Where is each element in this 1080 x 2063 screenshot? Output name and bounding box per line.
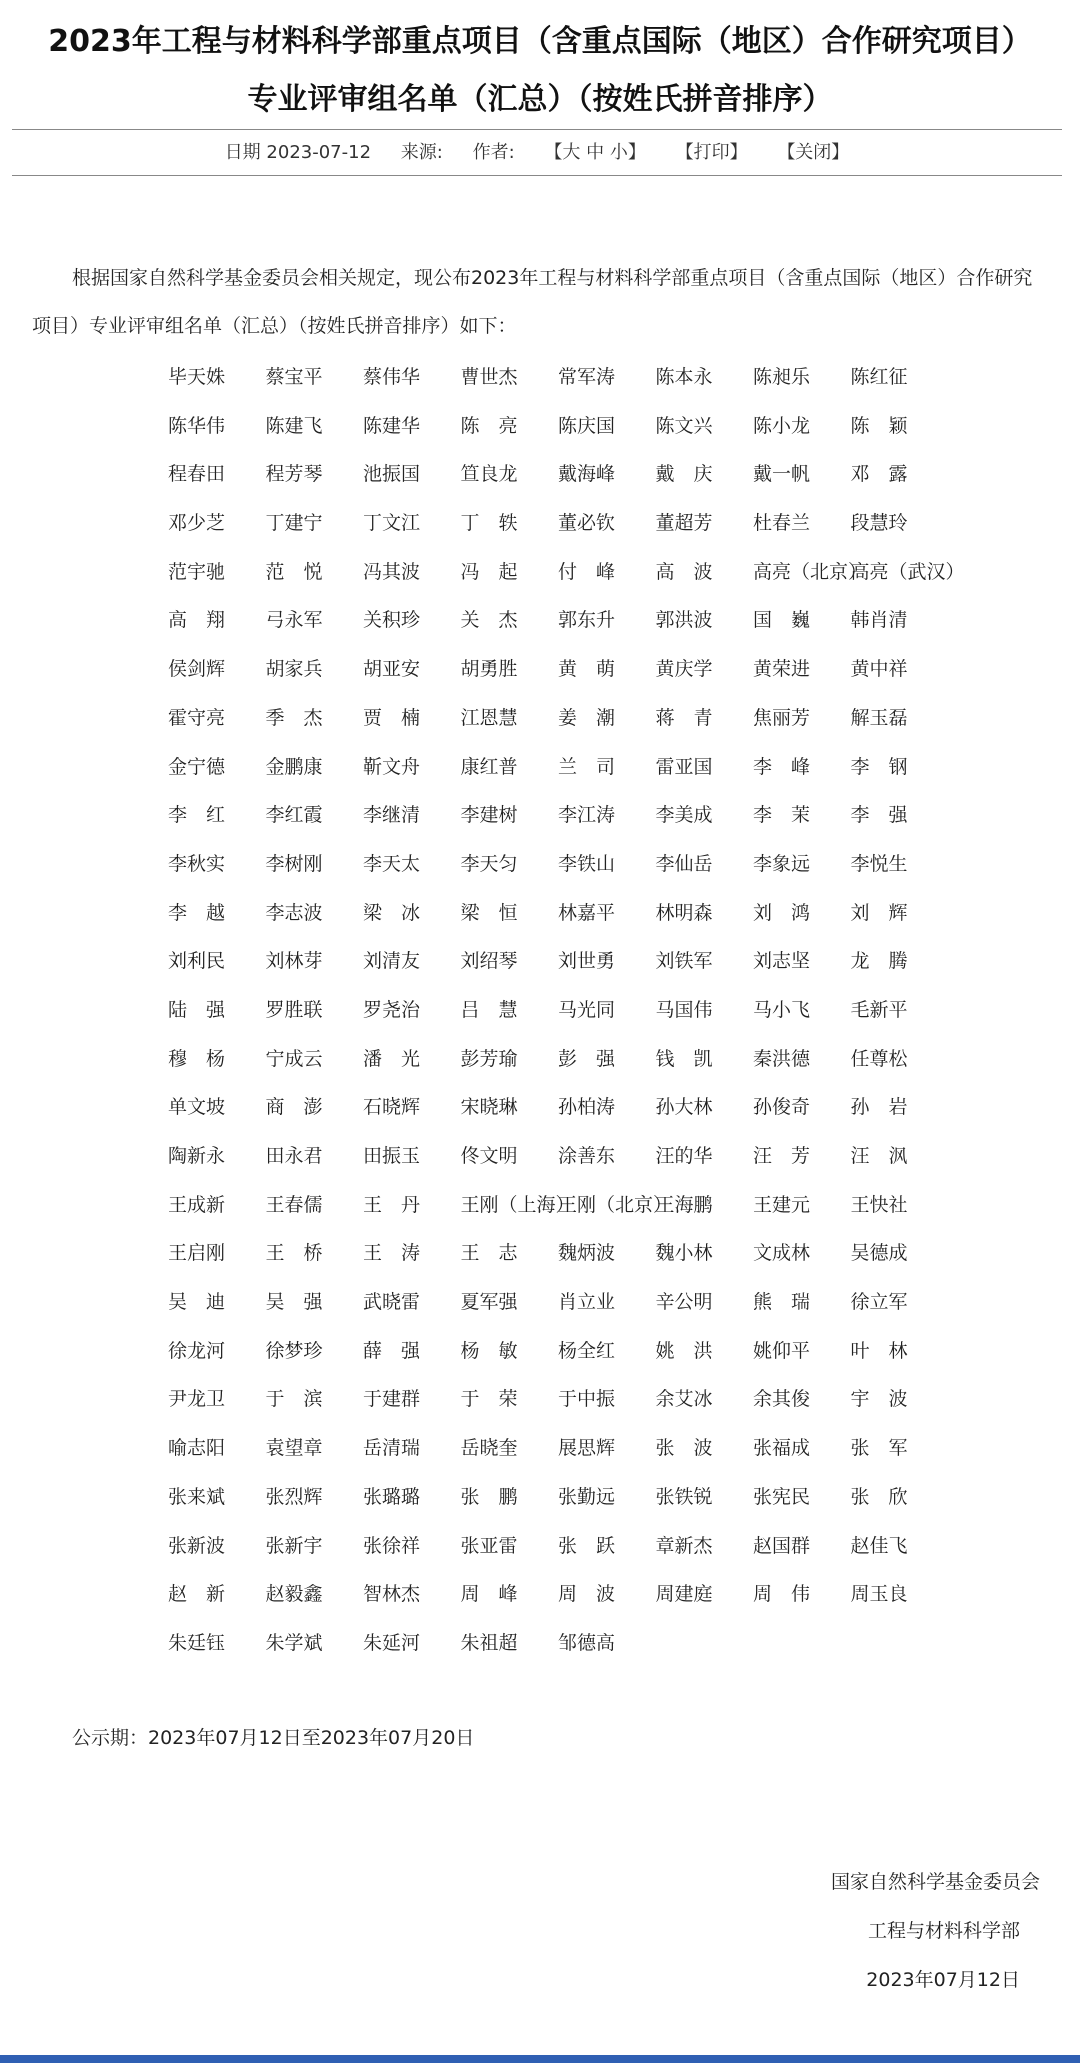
reviewer-name: 段慧玲 bbox=[850, 512, 908, 535]
reviewer-name: 张来斌 bbox=[168, 1485, 226, 1508]
reviewer-name: 刘世勇 bbox=[558, 950, 616, 973]
reviewer-names-grid bbox=[168, 353, 965, 1668]
reviewer-name: 罗胜联 bbox=[265, 998, 323, 1021]
reviewer-name: 康红普 bbox=[460, 755, 518, 778]
reviewer-name: 季 杰 bbox=[265, 706, 323, 729]
meta-author: 作者: bbox=[472, 142, 515, 163]
reviewer-name: 黄庆学 bbox=[655, 658, 713, 681]
reviewer-name: 王成新 bbox=[168, 1193, 226, 1216]
reviewer-name: 陈庆国 bbox=[558, 414, 616, 437]
reviewer-name: 陈红征 bbox=[850, 366, 908, 388]
reviewer-name: 李 茉 bbox=[753, 804, 811, 827]
reviewer-name: 张烈辉 bbox=[265, 1485, 323, 1508]
reviewer-name: 彭芳瑜 bbox=[460, 1047, 518, 1070]
reviewer-name: 宇 波 bbox=[850, 1388, 908, 1411]
reviewer-name: 金鹏康 bbox=[265, 755, 323, 778]
reviewer-name: 周 波 bbox=[558, 1583, 616, 1606]
reviewer-name: 孙俊奇 bbox=[753, 1096, 811, 1119]
reviewer-name: 毕天姝 bbox=[168, 366, 226, 388]
reviewer-name: 王刚（上海） bbox=[460, 1193, 575, 1216]
reviewer-name: 李悦生 bbox=[850, 852, 908, 875]
reviewer-name: 夏军强 bbox=[460, 1291, 518, 1314]
meta-source: 来源: bbox=[400, 142, 443, 163]
reviewer-name: 于 荣 bbox=[460, 1388, 518, 1411]
reviewer-name: 金宁德 bbox=[168, 755, 226, 778]
reviewer-name: 雷亚国 bbox=[655, 755, 713, 778]
reviewer-name: 邓 露 bbox=[850, 463, 908, 486]
reviewer-name: 杨全红 bbox=[558, 1339, 616, 1362]
reviewer-name: 戴海峰 bbox=[558, 463, 616, 486]
reviewer-name: 王启刚 bbox=[168, 1242, 226, 1265]
reviewer-name: 刘 辉 bbox=[850, 901, 908, 924]
reviewer-name: 宁成云 bbox=[265, 1047, 323, 1070]
reviewer-name: 刘清友 bbox=[363, 950, 421, 973]
reviewer-name: 文成林 bbox=[753, 1242, 811, 1265]
top-divider bbox=[12, 129, 1062, 130]
signature-dept: 工程与材料科学部 bbox=[867, 1920, 1020, 1942]
reviewer-name: 余艾冰 bbox=[655, 1388, 713, 1411]
reviewer-name: 龙 腾 bbox=[850, 950, 908, 973]
reviewer-name: 李继清 bbox=[363, 804, 421, 827]
reviewer-name: 孙大林 bbox=[655, 1096, 713, 1119]
reviewer-name: 李秋实 bbox=[168, 852, 226, 875]
reviewer-name: 范宇驰 bbox=[168, 560, 226, 583]
reviewer-name: 宋晓琳 bbox=[460, 1096, 518, 1119]
reviewer-name: 陈文兴 bbox=[655, 414, 713, 437]
reviewer-name: 袁望章 bbox=[265, 1437, 323, 1460]
reviewer-name: 于建群 bbox=[363, 1388, 421, 1411]
reviewer-name: 徐龙河 bbox=[168, 1339, 226, 1362]
reviewer-name: 解玉磊 bbox=[850, 706, 908, 729]
reviewer-name: 马小飞 bbox=[753, 998, 811, 1021]
reviewer-name: 蔡宝平 bbox=[265, 366, 323, 388]
reviewer-name: 陈 亮 bbox=[460, 414, 518, 437]
reviewer-name: 李 强 bbox=[850, 804, 908, 827]
reviewer-name: 涂善东 bbox=[558, 1145, 616, 1167]
reviewer-name: 展思辉 bbox=[558, 1437, 616, 1460]
bottom-bar bbox=[0, 2055, 1080, 2063]
reviewer-name: 张徐祥 bbox=[363, 1534, 421, 1557]
reviewer-name: 靳文舟 bbox=[363, 755, 421, 778]
reviewer-name: 黄中祥 bbox=[850, 658, 908, 681]
reviewer-name: 李天匀 bbox=[460, 852, 518, 875]
reviewer-name: 陶新永 bbox=[168, 1145, 226, 1167]
reviewer-name: 任尊松 bbox=[850, 1047, 908, 1070]
reviewer-name: 王 志 bbox=[460, 1242, 518, 1265]
reviewer-name: 马国伟 bbox=[655, 998, 713, 1021]
reviewer-name: 李建树 bbox=[460, 804, 518, 827]
reviewer-name: 冯 起 bbox=[460, 560, 518, 583]
reviewer-name: 李志波 bbox=[265, 901, 323, 924]
reviewer-name: 林明森 bbox=[655, 901, 713, 924]
reviewer-name: 魏炳波 bbox=[558, 1242, 616, 1265]
reviewer-name: 丁 轶 bbox=[460, 512, 518, 535]
reviewer-name: 朱廷钰 bbox=[168, 1631, 226, 1654]
reviewer-name: 熊 瑞 bbox=[753, 1291, 811, 1314]
reviewer-name: 杨 敏 bbox=[460, 1339, 518, 1362]
reviewer-name: 叶 林 bbox=[850, 1339, 908, 1362]
reviewer-name: 冯其波 bbox=[363, 560, 421, 583]
reviewer-name: 徐梦珍 bbox=[265, 1339, 323, 1362]
reviewer-name: 李 钢 bbox=[850, 755, 908, 778]
reviewer-name: 毛新平 bbox=[850, 998, 908, 1021]
reviewer-name: 汪 沨 bbox=[850, 1145, 908, 1167]
reviewer-name: 高 翔 bbox=[168, 609, 226, 632]
reviewer-name: 吴 强 bbox=[265, 1291, 323, 1314]
reviewer-name: 林嘉平 bbox=[558, 901, 616, 924]
reviewer-name: 弓永军 bbox=[265, 609, 323, 632]
reviewer-name: 张宪民 bbox=[753, 1485, 811, 1508]
reviewer-name: 汪的华 bbox=[655, 1145, 713, 1167]
reviewer-name: 张新宇 bbox=[265, 1534, 323, 1557]
reviewer-name: 丁建宁 bbox=[265, 512, 323, 535]
reviewer-name: 周 峰 bbox=[460, 1583, 518, 1606]
reviewer-name: 张新波 bbox=[168, 1534, 226, 1557]
reviewer-name: 范 悦 bbox=[265, 560, 323, 583]
reviewer-name: 郭东升 bbox=[558, 609, 616, 632]
reviewer-name: 智林杰 bbox=[363, 1583, 421, 1606]
reviewer-name: 于 滨 bbox=[265, 1388, 323, 1411]
reviewer-name: 张勤远 bbox=[558, 1485, 616, 1508]
reviewer-name: 王海鹏 bbox=[655, 1193, 713, 1216]
reviewer-name: 江恩慧 bbox=[460, 706, 518, 729]
reviewer-name: 单文坡 bbox=[168, 1096, 226, 1119]
reviewer-name: 陈华伟 bbox=[168, 414, 226, 437]
reviewer-name: 高 波 bbox=[655, 560, 713, 583]
reviewer-name: 陈小龙 bbox=[753, 414, 811, 437]
reviewer-name: 石晓辉 bbox=[363, 1096, 421, 1119]
reviewer-name: 刘利民 bbox=[168, 950, 226, 973]
reviewer-name: 霍守亮 bbox=[168, 706, 226, 729]
reviewer-name: 胡家兵 bbox=[265, 658, 323, 681]
reviewer-name: 程芳琴 bbox=[265, 463, 323, 486]
reviewer-name: 钱 凯 bbox=[655, 1047, 713, 1070]
reviewer-name: 梁 恒 bbox=[460, 901, 518, 924]
reviewer-name: 朱祖超 bbox=[460, 1631, 518, 1654]
reviewer-name: 张 波 bbox=[655, 1437, 713, 1460]
reviewer-name: 孙柏涛 bbox=[558, 1096, 616, 1119]
reviewer-name: 戴 庆 bbox=[655, 463, 713, 486]
reviewer-name: 刘志坚 bbox=[753, 950, 811, 973]
reviewer-name: 丁文江 bbox=[363, 512, 421, 535]
reviewer-name: 姚仰平 bbox=[753, 1339, 811, 1362]
reviewer-name: 张亚雷 bbox=[460, 1534, 518, 1557]
reviewer-name: 邹德高 bbox=[558, 1631, 616, 1654]
reviewer-name: 杜春兰 bbox=[753, 512, 811, 535]
reviewer-name: 赵 新 bbox=[168, 1583, 226, 1606]
reviewer-name: 李 越 bbox=[168, 901, 226, 924]
reviewer-name: 田永君 bbox=[265, 1145, 323, 1167]
reviewer-name: 岳清瑞 bbox=[363, 1437, 421, 1460]
reviewer-name: 焦丽芳 bbox=[753, 706, 811, 729]
reviewer-name: 李天太 bbox=[363, 852, 421, 875]
reviewer-name: 陈昶乐 bbox=[753, 366, 811, 388]
reviewer-name: 关 杰 bbox=[460, 609, 518, 632]
font-size-control[interactable]: 【大 中 小】 bbox=[544, 142, 646, 163]
reviewer-name: 陈本永 bbox=[655, 366, 713, 388]
reviewer-name: 李树刚 bbox=[265, 852, 323, 875]
reviewer-name: 辛公明 bbox=[655, 1291, 713, 1314]
reviewer-name: 魏小林 bbox=[655, 1242, 713, 1265]
reviewer-name: 陈建华 bbox=[363, 414, 421, 437]
reviewer-name: 戴一帆 bbox=[753, 463, 811, 486]
reviewer-name: 李 峰 bbox=[753, 755, 811, 778]
reviewer-name: 国 巍 bbox=[753, 609, 811, 632]
reviewer-name: 张璐璐 bbox=[363, 1485, 421, 1508]
reviewer-name: 蒋 青 bbox=[655, 706, 713, 729]
reviewer-name: 罗尧治 bbox=[363, 998, 421, 1021]
reviewer-name: 徐立军 bbox=[850, 1291, 908, 1314]
reviewer-name: 肖立业 bbox=[558, 1291, 616, 1314]
reviewer-name: 薛 强 bbox=[363, 1339, 421, 1362]
reviewer-name: 韩肖清 bbox=[850, 609, 908, 632]
reviewer-name: 贾 楠 bbox=[363, 706, 421, 729]
reviewer-name: 佟文明 bbox=[460, 1145, 518, 1167]
article-meta bbox=[12, 131, 1062, 175]
reviewer-name: 胡亚安 bbox=[363, 658, 421, 681]
reviewer-name: 邓少芝 bbox=[168, 512, 226, 535]
reviewer-name: 马光同 bbox=[558, 998, 616, 1021]
reviewer-name: 笪良龙 bbox=[460, 463, 518, 486]
intro-paragraph: 根据国家自然科学基金委员会相关规定，现公布2023年工程与材料科学部重点项目（含重点国际（地区）合作研究项目）专业评审组名单（汇总）（按姓氏拼音排序）如下： bbox=[32, 267, 1033, 337]
reviewer-name: 周建庭 bbox=[655, 1583, 713, 1606]
reviewer-name: 兰 司 bbox=[558, 755, 616, 778]
reviewer-name: 孙 岩 bbox=[850, 1096, 908, 1119]
reviewer-name: 吕 慧 bbox=[460, 998, 518, 1021]
reviewer-name: 梁 冰 bbox=[363, 901, 421, 924]
reviewer-name: 李江涛 bbox=[558, 804, 616, 827]
reviewer-name: 张 鹏 bbox=[460, 1485, 518, 1508]
reviewer-name: 李象远 bbox=[753, 852, 811, 875]
reviewer-name: 李 红 bbox=[168, 804, 226, 827]
reviewer-name: 高亮（武汉） bbox=[850, 560, 965, 583]
reviewer-name: 李铁山 bbox=[558, 852, 616, 875]
reviewer-name: 章新杰 bbox=[655, 1534, 713, 1557]
reviewer-name: 彭 强 bbox=[558, 1047, 616, 1070]
reviewer-name: 胡勇胜 bbox=[460, 658, 518, 681]
reviewer-name: 陈 颖 bbox=[850, 414, 908, 437]
reviewer-name: 王 丹 bbox=[363, 1193, 421, 1216]
reviewer-name: 张 军 bbox=[850, 1437, 908, 1460]
reviewer-name: 潘 光 bbox=[363, 1047, 421, 1070]
reviewer-name: 穆 杨 bbox=[168, 1047, 226, 1070]
reviewer-name: 刘林芽 bbox=[265, 950, 323, 973]
reviewer-name: 吴 迪 bbox=[168, 1291, 226, 1314]
page-title-line2: 专业评审组名单（汇总）（按姓氏拼音排序） bbox=[247, 82, 833, 117]
reviewer-name: 余其俊 bbox=[753, 1388, 811, 1411]
reviewer-name: 刘 鸿 bbox=[753, 901, 811, 924]
reviewer-name: 赵佳飞 bbox=[850, 1534, 908, 1557]
reviewer-name: 李美成 bbox=[655, 804, 713, 827]
close-link[interactable]: 【关闭】 bbox=[777, 142, 850, 163]
reviewer-name: 郭洪波 bbox=[655, 609, 713, 632]
reviewer-name: 朱学斌 bbox=[265, 1631, 323, 1654]
reviewer-name: 关积珍 bbox=[363, 609, 421, 632]
reviewer-name: 姚 洪 bbox=[655, 1339, 713, 1362]
reviewer-name: 姜 潮 bbox=[558, 706, 616, 729]
reviewer-name: 蔡伟华 bbox=[363, 366, 421, 388]
meta-date: 日期 2023-07-12 bbox=[224, 142, 372, 163]
reviewer-name: 朱延河 bbox=[363, 1631, 421, 1654]
reviewer-name: 张 欣 bbox=[850, 1485, 908, 1508]
reviewer-name: 王建元 bbox=[753, 1193, 811, 1216]
reviewer-name: 武晓雷 bbox=[363, 1291, 421, 1314]
reviewer-name: 董超芳 bbox=[655, 512, 713, 535]
reviewer-name: 秦洪德 bbox=[753, 1047, 811, 1070]
reviewer-name: 李红霞 bbox=[265, 804, 323, 827]
reviewer-name: 高亮（北京） bbox=[753, 560, 868, 583]
reviewer-name: 张 跃 bbox=[558, 1534, 616, 1557]
signature-date: 2023年07月12日 bbox=[866, 1969, 1020, 1991]
reviewer-name: 常军涛 bbox=[558, 366, 616, 388]
reviewer-name: 陆 强 bbox=[168, 998, 226, 1021]
signature-org: 国家自然科学基金委员会 bbox=[830, 1871, 1040, 1893]
reviewer-name: 岳晓奎 bbox=[460, 1437, 518, 1460]
reviewer-name: 王快社 bbox=[850, 1193, 908, 1216]
reviewer-name: 王春儒 bbox=[265, 1193, 323, 1216]
reviewer-name: 汪 芳 bbox=[753, 1145, 811, 1167]
reviewer-name: 陈建飞 bbox=[265, 414, 323, 437]
reviewer-name: 李仙岳 bbox=[655, 852, 713, 875]
reviewer-name: 喻志阳 bbox=[168, 1437, 226, 1460]
reviewer-name: 黄 萌 bbox=[558, 658, 616, 681]
reviewer-name: 周玉良 bbox=[850, 1583, 908, 1606]
reviewer-name: 尹龙卫 bbox=[168, 1388, 226, 1411]
reviewer-name: 周 伟 bbox=[753, 1583, 811, 1606]
reviewer-name: 侯剑辉 bbox=[168, 658, 226, 681]
reviewer-name: 王 桥 bbox=[265, 1242, 323, 1265]
reviewer-name: 程春田 bbox=[168, 463, 226, 486]
reviewer-name: 赵国群 bbox=[753, 1534, 811, 1557]
reviewer-name: 于中振 bbox=[558, 1388, 616, 1411]
reviewer-name: 董必钦 bbox=[558, 512, 616, 535]
page-title-line1: 2023年工程与材料科学部重点项目（含重点国际（地区）合作研究项目） bbox=[48, 24, 1032, 59]
publicity-period: 公示期：2023年07月12日至2023年07月20日 bbox=[72, 1727, 475, 1749]
meta-divider bbox=[12, 175, 1062, 176]
reviewer-name: 刘绍琴 bbox=[460, 950, 518, 973]
reviewer-name: 王 涛 bbox=[363, 1242, 421, 1265]
reviewer-name: 池振国 bbox=[363, 463, 421, 486]
print-link[interactable]: 【打印】 bbox=[675, 142, 748, 163]
reviewer-name: 张铁锐 bbox=[655, 1485, 713, 1508]
reviewer-name: 张福成 bbox=[753, 1437, 811, 1460]
reviewer-name: 吴德成 bbox=[850, 1242, 908, 1265]
reviewer-name: 王刚（北京） bbox=[558, 1193, 673, 1216]
reviewer-name: 刘铁军 bbox=[655, 950, 713, 973]
reviewer-name: 田振玉 bbox=[363, 1145, 421, 1167]
reviewer-name: 商 澎 bbox=[265, 1096, 323, 1119]
reviewer-name: 黄荣进 bbox=[753, 658, 811, 681]
reviewer-name: 付 峰 bbox=[558, 560, 616, 583]
reviewer-name: 赵毅鑫 bbox=[265, 1583, 323, 1606]
reviewer-name: 曹世杰 bbox=[460, 366, 518, 388]
